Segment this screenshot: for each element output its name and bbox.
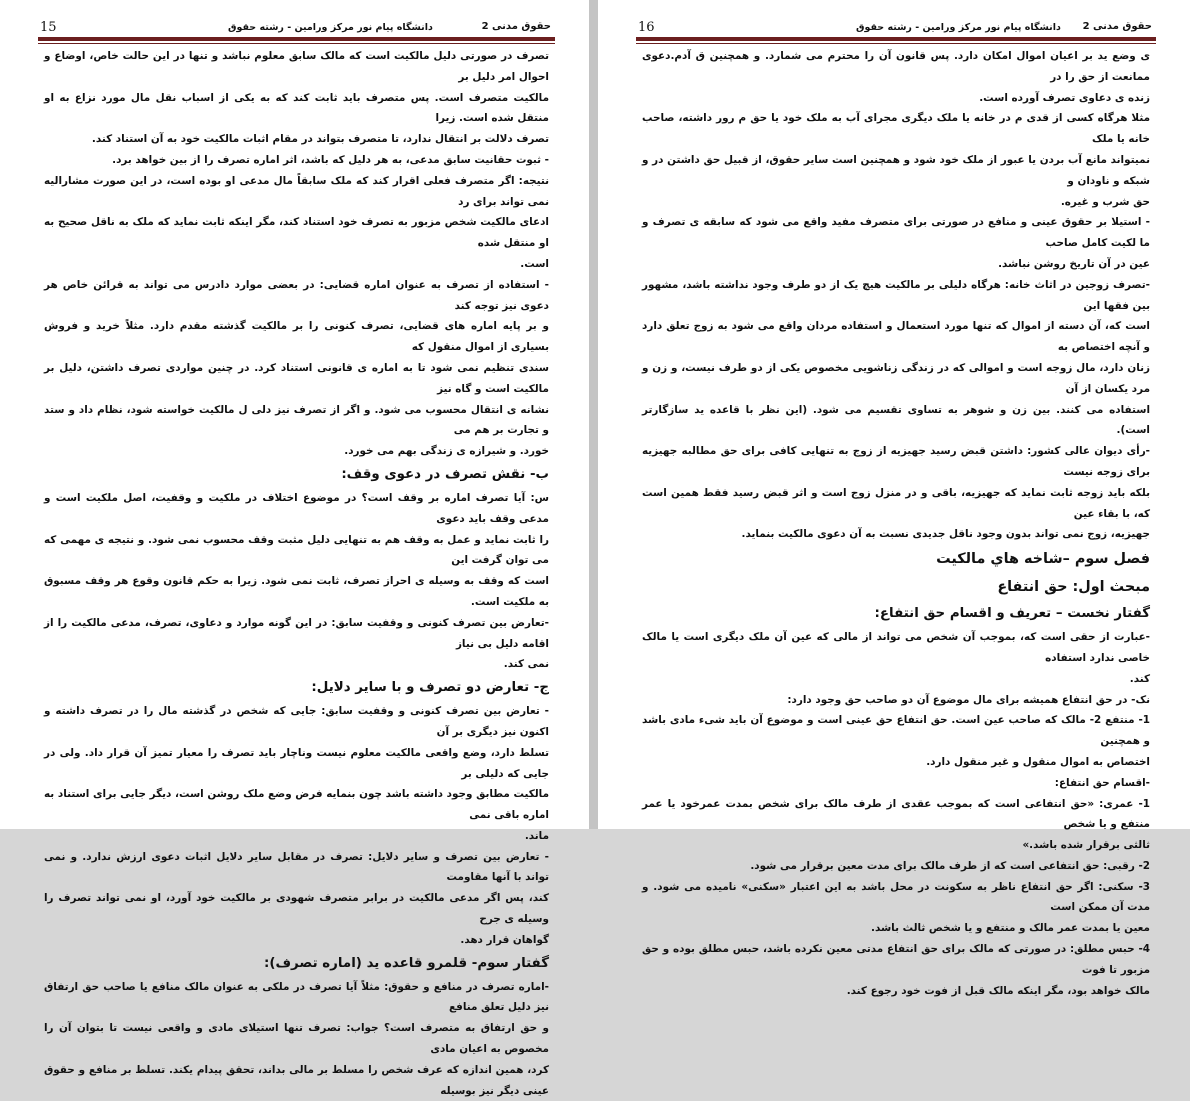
text-line: عین در آن تاریخ روشن نباشد. (998, 257, 1150, 270)
text-line: تسلط دارد، وضع واقعی مالکیت معلوم نیست وناچار باید تصرف را معیار تمیز آن قرار داد. ولی در جایی که دلیلی بر (44, 746, 549, 780)
page-header (636, 18, 1156, 36)
text-line: -تصرف زوجین در اثاث خانه: هرگاه دلیلی بر مالکیت هیچ یک از دو طرف وجود نداشته باشد، مشهور بین فقها این (642, 278, 1150, 312)
text-line: بلکه باید زوجه ثابت نماید که جهیزیه، باقی و در منزل زوج است و اثر قبض رسید فقط همین است که، با بقاء عین (642, 486, 1150, 520)
text-line: نمیتواند مانع آب بردن یا عبور از ملک خود شود و همچنین است سایر حقوق، از قبیل حق داشتن در و شبکه و ناودان و (642, 153, 1150, 187)
text-line: معین یا بمدت عمر مالک و منتفع و یا شخص ثالث باشد. (871, 922, 1150, 935)
page-gutter (589, 0, 598, 829)
text-line: 3- سکنی: اگر حق انتفاع ناظر به سکونت در محل باشد به این اعتبار «سکنی» نامیده می شود. و مدت آن ممکن است (642, 880, 1150, 914)
text-line: زنان دارد، مال زوجه است و اموالی که در زندگی زناشویی مخصوص یکی از دو طرف نیست، و زن و مرد یکسان از آن (642, 361, 1150, 395)
text-line: -عبارت از حقی است که، بموجب آن شخص می تواند از مالی که عین آن ملک دیگری است یا مالک خاصی ندارد استفاده (642, 631, 1150, 664)
text-line: - استیلا بر حقوق عینی و منافع در صورتی برای متصرف مفید واقع می شود که سابقه ی تصرف و ما لکیت کامل صاحب (642, 216, 1150, 250)
text-line: مالکیت متصرف است. پس متصرف باید ثابت کند که به یکی از اسباب نقل مال مورد نزاع به او منتقل شده است. زیرا (44, 91, 549, 125)
text-line: کرد، همین اندازه که عرف شخص را مسلط بر مالی بداند، تحقق پیدام یکند. تسلط بر منافع و حقوق عینی دیگر نیز بوسیله (44, 1063, 549, 1097)
text-line: است که وقف به وسیله ی احراز تصرف، ثابت نمی شود. زیرا به حکم قانون وقوع هر وقف مسبوق به ملکیت است. (44, 575, 549, 608)
text-line: - تعارض بین تصرف و سایر دلایل: تصرف در مقابل سایر دلایل اثبات دعوی ارزش ندارد. و نمی تواند با آنها مقاومت (44, 850, 549, 884)
text-line: - ثبوت حقانیت سابق مدعی، به هر دلیل که باشد، اثر اماره تصرف را از بین خواهد برد. (112, 153, 549, 166)
text-line: ماند. (524, 829, 549, 842)
header-rule-thick (636, 37, 1156, 41)
text-line: -اقسام حق انتفاع: (1054, 776, 1150, 789)
text-line: است که، آن دسته از اموال که تنها مورد استعمال و استفاده مردان واقع می شود به زوج تعلق دارد و آنچه اختصاص به (642, 320, 1150, 354)
text-line: ادعای مالکیت شخص مزبور به تصرف خود استناد کند، مگر اینکه ثابت نماید که ملک به ناقل صحیح به او منتقل شده (44, 216, 549, 250)
text-line: 2- رقبی: حق انتفاعی است که از طرف مالک برای مدت معین برقرار می شود. (750, 859, 1150, 872)
text-line: 4- حبس مطلق: در صورتی که مالک برای حق انتفاع مدتی معین نکرده باشد، حبس مطلق بوده و حق مزبور تا فوت (642, 943, 1150, 976)
page-body (44, 46, 549, 1097)
text-line: جهیزیه، زوج نمی تواند بدون وجود ناقل جدیدی نسبت به آن دعوی مالکیت بنماید. (741, 528, 1150, 541)
text-line: اختصاص به اموال منقول و غیر منقول دارد. (926, 755, 1150, 768)
header-course: حقوق مدنی 2 (1082, 21, 1152, 32)
right-page (598, 0, 1190, 997)
header-rule-thin (636, 43, 1156, 44)
text-line: ی وضع ید بر اعیان اموال امکان دارد. پس قانون آن را محترم می شمارد. و همچنین ق آدم.دعوی ممانعت از حق را در (642, 50, 1150, 83)
page-number: 15 (40, 20, 57, 35)
page-body (642, 46, 1151, 997)
header-rule-thin (38, 43, 555, 44)
header-university: دانشگاه پیام نور مرکز ورامین - رشته حقوق (228, 22, 433, 33)
subsection-heading: گفتار نخست – تعریف و اقسام حق انتفاع: (874, 606, 1150, 622)
text-line: - تعارض بین تصرف کنونی و وقفیت سابق: جایی که شخص در گذشته مال را در تصرف داشته و اکنون نیز دیگری بر آن (44, 705, 549, 738)
text-line: نتیجه: اگر متصرف فعلی اقرار کند که ملک سابقاً مال مدعی او بوده است، در این صورت مشارالیه نمی تواند برای رد (44, 174, 549, 208)
text-line: و حق ارتفاق به متصرف است؟ جواب: تصرف تنها استیلای مادی و واقعی نیست تا بتوان آن را مخصوص به اعیان مادی (44, 1022, 549, 1056)
header-course: حقوق مدنی 2 (481, 21, 551, 32)
subsection-heading: ب- نقش تصرف در دعوی وقف: (341, 466, 549, 482)
text-line: است. (520, 257, 549, 270)
text-line: خورد. و شیرازه ی زندگی بهم می خورد. (344, 445, 549, 458)
text-line: حق شرب و غیره. (1060, 195, 1150, 208)
text-line: 1- عمری: «حق انتفاعی است که بموجب عقدی از طرف مالک برای شخص بمدت عمرخود یا عمر منتفع و یا شخص (642, 797, 1150, 831)
text-line: زنده ی دعاوی تصرف آورده است. (979, 91, 1150, 104)
text-line: نشانه ی انتقال محسوب می شود. و اگر از تصرف نیز دلی ل مالکیت خواسته شود، نظام داد و ستد و تجارت بر هم می (44, 403, 549, 437)
text-line: کند. (1129, 672, 1150, 685)
text-line: نک- در حق انتفاع همیشه برای مال موضوع آن دو صاحب حق وجود دارد: (787, 693, 1150, 706)
text-line: تصرف دلالت بر انتقال ندارد، تا متصرف بتواند در مقام اثبات مالکیت خود به آن استناد کند. (91, 133, 549, 146)
text-line: س: آیا تصرف اماره بر وقف است؟ در موضوع اختلاف در ملکیت و وقفیت، اصل ملکیت است و مدعی وقف باید دعوی (44, 491, 549, 525)
header-university: دانشگاه پیام نور مرکز ورامین - رشته حقوق (856, 22, 1061, 33)
section-heading: مبحث اول: حق انتفاع (997, 579, 1150, 596)
text-line: - استفاده از تصرف به عنوان اماره قضایی: در بعضی موارد دادرس می تواند به قرائن خاص هر دعوی نیز توجه کند (44, 278, 549, 312)
text-line: -رأی دیوان عالی کشور: داشتن قبض رسید جهیزیه از زوج به تنهایی کافی برای حق مطالبه جهیزیه برای زوجه نیست (642, 445, 1150, 478)
header-rule-thick (38, 37, 555, 41)
text-line: مثلا هرگاه کسی از قدی م در خانه یا ملک دیگری مجرای آب به ملک خود یا حق م رور داشته، صاحب خانه یا ملک (642, 112, 1150, 146)
page-number: 16 (638, 20, 655, 35)
subsection-heading: ج- تعارض دو تصرف و با سایر دلایل: (311, 680, 549, 696)
section-heading: فصل سوم –شاخه هاي مالکيت (936, 551, 1150, 568)
left-page (0, 0, 589, 1097)
page-header (38, 18, 555, 36)
text-line: ثالثی برقرار شده باشد.» (1022, 839, 1150, 852)
text-line: استفاده می کنند. بین زن و شوهر به تساوی تقسیم می شود. (این نظر با قاعده ید سازگارتر است). (642, 403, 1150, 437)
text-line: تصرف در صورتی دلیل مالکیت است که مالک سابق معلوم نباشد و تنها در این حالت خاص، اوضاع و احوال امر دلیل بر (44, 50, 549, 83)
text-line: 1- منتفع 2- مالک که صاحب عین است. حق انتفاع حق عینی است و موضوع آن باید شیء مادی باشد و همچنین (642, 714, 1151, 748)
text-line: نمی کند. (503, 658, 549, 671)
text-line: را ثابت نماید و عمل به وقف هم به تنهایی دلیل مثبت وقف محسوب نمی شود. و نتیجه ی مهمی که می توان گرفت این (44, 533, 549, 567)
text-line: -اماره تصرف در منافع و حقوق: مثلاً آیا تصرف در ملکی به عنوان مالک منافع یا صاحب حق ارتفاق نیز دلیل تعلق منافع (44, 980, 549, 1014)
text-line: مالکیت مطابق وجود داشته باشد چون بنمایه فرض وضع ملک روشن است، دیگر جایی برای استناد به اماره باقی نمی (44, 788, 549, 822)
text-line: مالک خواهد بود، مگر اینکه مالک قبل از فوت خود رجوع کند. (846, 984, 1150, 997)
text-line: سندی تنظیم نمی شود تا به اماره ی قانونی استناد کرد. در چنین مواردی تصرف داشتن، دلیل بر مالکیت است و گاه نیز (44, 361, 549, 395)
text-line: -تعارض بین تصرف کنونی و وقفیت سابق: در این گونه موارد و دعاوی، تصرف، مدعی مالکیت را از اقامه دلیل بی نیاز (44, 616, 549, 650)
text-line: و بر پایه اماره های قضایی، تصرف کنونی را بر مالکیت گذشته مقدم دارد. مثلاً خرید و فروش بسیاری از اموال منقول که (44, 320, 549, 354)
subsection-heading: گفتار سوم- قلمرو قاعده ید (اماره تصرف): (264, 955, 549, 971)
text-line: گواهان قرار دهد. (460, 933, 549, 946)
text-line: کند، پس اگر مدعی مالکیت در برابر متصرف شهودی بر مالکیت خود آورد، او نمی تواند تصرف را وسیله ی جرح (44, 892, 549, 926)
